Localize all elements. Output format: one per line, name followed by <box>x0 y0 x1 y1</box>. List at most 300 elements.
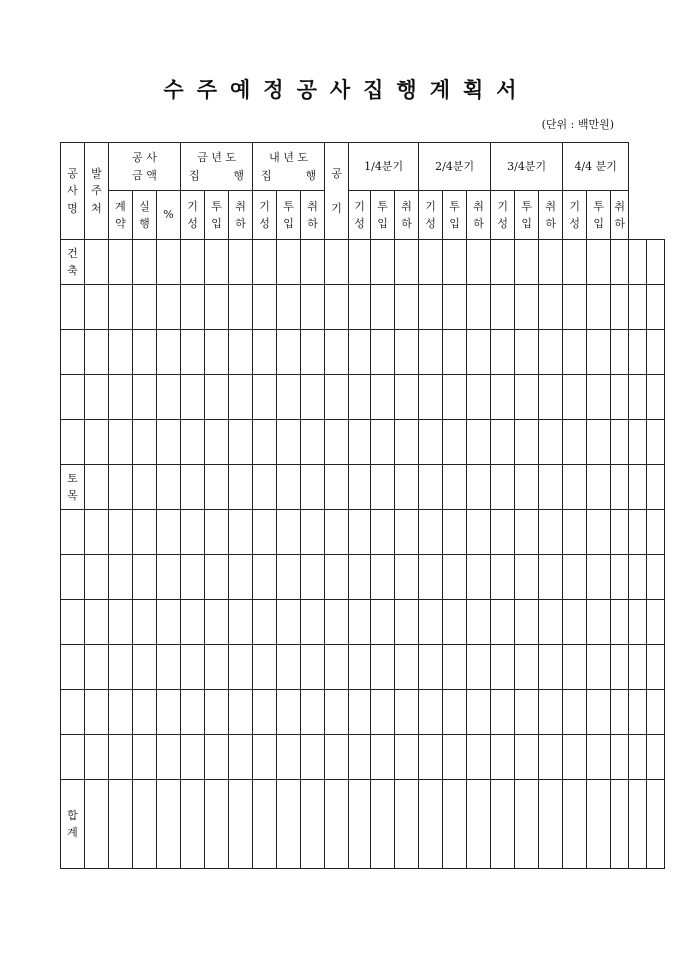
table-cell[interactable] <box>61 510 85 555</box>
table-cell[interactable] <box>371 780 395 869</box>
table-cell[interactable] <box>395 690 419 735</box>
table-cell[interactable] <box>157 240 181 285</box>
table-cell[interactable] <box>443 600 467 645</box>
table-cell[interactable] <box>229 330 253 375</box>
table-cell[interactable] <box>325 375 349 420</box>
table-cell[interactable] <box>539 375 563 420</box>
table-cell[interactable] <box>253 330 277 375</box>
table-cell[interactable] <box>181 690 205 735</box>
table-cell[interactable] <box>85 690 109 735</box>
table-cell[interactable] <box>629 285 647 330</box>
table-cell[interactable] <box>395 330 419 375</box>
table-cell[interactable] <box>611 555 629 600</box>
table-cell[interactable] <box>109 555 133 600</box>
table-cell[interactable] <box>395 735 419 780</box>
table-cell[interactable] <box>277 555 301 600</box>
table-cell[interactable] <box>587 600 611 645</box>
table-cell[interactable] <box>443 735 467 780</box>
table-cell[interactable] <box>491 780 515 869</box>
table-cell[interactable] <box>85 285 109 330</box>
table-cell[interactable] <box>229 780 253 869</box>
table-cell[interactable] <box>467 780 491 869</box>
table-cell[interactable] <box>133 690 157 735</box>
table-cell[interactable] <box>349 375 371 420</box>
table-cell[interactable] <box>349 510 371 555</box>
table-cell[interactable] <box>371 645 395 690</box>
table-cell[interactable] <box>563 510 587 555</box>
table-cell[interactable] <box>515 285 539 330</box>
table-cell[interactable] <box>61 330 85 375</box>
table-cell[interactable] <box>515 465 539 510</box>
table-cell[interactable] <box>647 690 665 735</box>
table-cell[interactable] <box>395 555 419 600</box>
table-cell[interactable] <box>647 780 665 869</box>
table-cell[interactable] <box>301 555 325 600</box>
table-cell[interactable] <box>133 600 157 645</box>
table-cell[interactable] <box>647 465 665 510</box>
table-cell[interactable] <box>563 375 587 420</box>
table-cell[interactable] <box>157 285 181 330</box>
table-cell[interactable] <box>61 645 85 690</box>
table-cell[interactable] <box>647 735 665 780</box>
table-cell[interactable] <box>277 690 301 735</box>
table-cell[interactable] <box>205 240 229 285</box>
table-cell[interactable] <box>419 375 443 420</box>
table-cell[interactable] <box>443 465 467 510</box>
table-cell[interactable] <box>515 330 539 375</box>
table-cell[interactable] <box>85 600 109 645</box>
table-cell[interactable] <box>563 285 587 330</box>
table-cell[interactable] <box>629 510 647 555</box>
table-cell[interactable] <box>205 645 229 690</box>
table-cell[interactable] <box>515 735 539 780</box>
table-cell[interactable] <box>539 735 563 780</box>
table-cell[interactable] <box>205 465 229 510</box>
table-cell[interactable] <box>325 555 349 600</box>
table-cell[interactable] <box>349 330 371 375</box>
table-cell[interactable] <box>349 420 371 465</box>
table-cell[interactable] <box>587 240 611 285</box>
table-cell[interactable] <box>467 735 491 780</box>
table-cell[interactable] <box>629 645 647 690</box>
table-cell[interactable] <box>587 735 611 780</box>
table-cell[interactable] <box>277 375 301 420</box>
table-cell[interactable] <box>61 690 85 735</box>
table-cell[interactable] <box>563 600 587 645</box>
table-cell[interactable] <box>563 645 587 690</box>
table-cell[interactable] <box>491 735 515 780</box>
table-cell[interactable] <box>395 285 419 330</box>
table-cell[interactable] <box>61 600 85 645</box>
table-cell[interactable] <box>133 555 157 600</box>
table-cell[interactable] <box>563 555 587 600</box>
table-cell[interactable] <box>419 555 443 600</box>
table-cell[interactable] <box>395 375 419 420</box>
table-cell[interactable] <box>325 420 349 465</box>
table-cell[interactable] <box>491 375 515 420</box>
table-cell[interactable] <box>467 465 491 510</box>
table-cell[interactable] <box>539 330 563 375</box>
table-cell[interactable] <box>109 420 133 465</box>
table-cell[interactable] <box>443 780 467 869</box>
table-cell[interactable] <box>61 285 85 330</box>
table-cell[interactable] <box>253 735 277 780</box>
table-cell[interactable] <box>253 600 277 645</box>
table-cell[interactable] <box>253 510 277 555</box>
table-cell[interactable] <box>157 330 181 375</box>
table-cell[interactable] <box>515 420 539 465</box>
table-cell[interactable] <box>629 555 647 600</box>
table-cell[interactable] <box>325 510 349 555</box>
table-cell[interactable] <box>229 600 253 645</box>
table-cell[interactable] <box>277 510 301 555</box>
table-cell[interactable] <box>629 735 647 780</box>
table-cell[interactable] <box>205 285 229 330</box>
table-cell[interactable] <box>109 285 133 330</box>
table-cell[interactable] <box>539 240 563 285</box>
table-cell[interactable] <box>539 780 563 869</box>
table-cell[interactable] <box>109 690 133 735</box>
table-cell[interactable] <box>539 555 563 600</box>
table-cell[interactable] <box>491 555 515 600</box>
table-cell[interactable] <box>611 285 629 330</box>
table-cell[interactable] <box>491 420 515 465</box>
table-cell[interactable] <box>611 240 629 285</box>
table-cell[interactable] <box>371 690 395 735</box>
table-cell[interactable] <box>647 240 665 285</box>
table-cell[interactable] <box>301 465 325 510</box>
table-cell[interactable] <box>301 645 325 690</box>
table-cell[interactable] <box>229 735 253 780</box>
table-cell[interactable] <box>515 555 539 600</box>
table-cell[interactable] <box>629 690 647 735</box>
table-cell[interactable] <box>181 465 205 510</box>
table-cell[interactable] <box>395 600 419 645</box>
table-cell[interactable] <box>109 330 133 375</box>
table-cell[interactable] <box>371 240 395 285</box>
table-cell[interactable] <box>419 600 443 645</box>
table-cell[interactable] <box>301 600 325 645</box>
table-cell[interactable] <box>395 465 419 510</box>
table-cell[interactable] <box>229 645 253 690</box>
table-cell[interactable] <box>419 465 443 510</box>
table-cell[interactable] <box>109 375 133 420</box>
table-cell[interactable] <box>491 330 515 375</box>
table-cell[interactable] <box>587 555 611 600</box>
table-cell[interactable] <box>157 645 181 690</box>
table-cell[interactable] <box>587 420 611 465</box>
table-cell[interactable] <box>253 690 277 735</box>
table-cell[interactable] <box>539 600 563 645</box>
table-cell[interactable] <box>277 285 301 330</box>
table-cell[interactable] <box>325 600 349 645</box>
table-cell[interactable] <box>325 330 349 375</box>
table-cell[interactable] <box>301 240 325 285</box>
table-cell[interactable] <box>629 600 647 645</box>
table-cell[interactable] <box>443 240 467 285</box>
table-cell[interactable] <box>157 780 181 869</box>
table-cell[interactable] <box>253 465 277 510</box>
table-cell[interactable] <box>181 285 205 330</box>
table-cell[interactable] <box>587 510 611 555</box>
table-cell[interactable] <box>443 510 467 555</box>
table-cell[interactable] <box>515 780 539 869</box>
table-cell[interactable] <box>133 510 157 555</box>
table-cell[interactable] <box>563 330 587 375</box>
table-cell[interactable] <box>443 555 467 600</box>
table-cell[interactable] <box>629 780 647 869</box>
table-cell[interactable] <box>587 285 611 330</box>
table-cell[interactable] <box>325 735 349 780</box>
table-cell[interactable] <box>467 690 491 735</box>
table-cell[interactable] <box>157 690 181 735</box>
table-cell[interactable] <box>371 330 395 375</box>
table-cell[interactable] <box>229 465 253 510</box>
table-cell[interactable] <box>563 780 587 869</box>
table-cell[interactable] <box>277 735 301 780</box>
table-cell[interactable] <box>587 645 611 690</box>
table-cell[interactable] <box>587 465 611 510</box>
table-cell[interactable] <box>157 465 181 510</box>
table-cell[interactable] <box>301 330 325 375</box>
table-cell[interactable] <box>371 735 395 780</box>
table-cell[interactable] <box>629 240 647 285</box>
table-cell[interactable] <box>647 375 665 420</box>
table-cell[interactable] <box>61 375 85 420</box>
table-cell[interactable] <box>301 780 325 869</box>
table-cell[interactable] <box>349 780 371 869</box>
table-cell[interactable] <box>629 465 647 510</box>
table-cell[interactable] <box>133 780 157 869</box>
table-cell[interactable] <box>515 690 539 735</box>
table-cell[interactable] <box>629 375 647 420</box>
table-cell[interactable] <box>395 510 419 555</box>
table-cell[interactable] <box>611 465 629 510</box>
table-cell[interactable] <box>647 420 665 465</box>
table-cell[interactable] <box>563 420 587 465</box>
table-cell[interactable] <box>491 285 515 330</box>
table-cell[interactable] <box>611 690 629 735</box>
table-cell[interactable] <box>325 240 349 285</box>
table-cell[interactable] <box>253 375 277 420</box>
table-cell[interactable] <box>109 645 133 690</box>
table-cell[interactable] <box>181 375 205 420</box>
table-cell[interactable] <box>539 645 563 690</box>
table-cell[interactable] <box>157 600 181 645</box>
table-cell[interactable] <box>133 285 157 330</box>
table-cell[interactable] <box>61 735 85 780</box>
table-cell[interactable] <box>587 375 611 420</box>
table-cell[interactable] <box>157 420 181 465</box>
table-cell[interactable] <box>371 510 395 555</box>
table-cell[interactable] <box>85 780 109 869</box>
table-cell[interactable] <box>85 240 109 285</box>
table-cell[interactable] <box>325 285 349 330</box>
table-cell[interactable] <box>371 465 395 510</box>
table-cell[interactable] <box>253 645 277 690</box>
table-cell[interactable] <box>491 690 515 735</box>
table-cell[interactable] <box>325 690 349 735</box>
table-cell[interactable] <box>85 330 109 375</box>
table-cell[interactable] <box>253 420 277 465</box>
table-cell[interactable] <box>253 555 277 600</box>
table-cell[interactable] <box>205 780 229 869</box>
table-cell[interactable] <box>349 240 371 285</box>
table-cell[interactable] <box>443 420 467 465</box>
table-cell[interactable] <box>467 420 491 465</box>
table-cell[interactable] <box>109 735 133 780</box>
table-cell[interactable] <box>611 510 629 555</box>
table-cell[interactable] <box>301 375 325 420</box>
table-cell[interactable] <box>371 375 395 420</box>
table-cell[interactable] <box>467 375 491 420</box>
table-cell[interactable] <box>229 420 253 465</box>
table-cell[interactable] <box>629 330 647 375</box>
table-cell[interactable] <box>395 240 419 285</box>
table-cell[interactable] <box>491 510 515 555</box>
table-cell[interactable] <box>539 465 563 510</box>
table-cell[interactable] <box>229 285 253 330</box>
table-cell[interactable] <box>491 465 515 510</box>
table-cell[interactable] <box>611 420 629 465</box>
table-cell[interactable] <box>419 645 443 690</box>
table-cell[interactable] <box>181 600 205 645</box>
table-cell[interactable] <box>325 465 349 510</box>
table-cell[interactable] <box>419 510 443 555</box>
table-cell[interactable] <box>205 375 229 420</box>
table-cell[interactable] <box>419 285 443 330</box>
table-cell[interactable] <box>371 555 395 600</box>
table-cell[interactable] <box>277 600 301 645</box>
table-cell[interactable] <box>205 555 229 600</box>
table-cell[interactable] <box>563 465 587 510</box>
table-cell[interactable] <box>467 600 491 645</box>
table-cell[interactable] <box>277 420 301 465</box>
table-cell[interactable] <box>181 645 205 690</box>
table-cell[interactable] <box>491 645 515 690</box>
table-cell[interactable] <box>205 510 229 555</box>
table-cell[interactable] <box>629 420 647 465</box>
table-cell[interactable] <box>539 510 563 555</box>
table-cell[interactable] <box>419 735 443 780</box>
table-cell[interactable] <box>467 510 491 555</box>
table-cell[interactable] <box>157 510 181 555</box>
table-cell[interactable] <box>419 330 443 375</box>
table-cell[interactable] <box>301 420 325 465</box>
table-cell[interactable] <box>301 735 325 780</box>
table-cell[interactable] <box>85 735 109 780</box>
table-cell[interactable] <box>371 285 395 330</box>
table-cell[interactable] <box>467 645 491 690</box>
table-cell[interactable] <box>419 690 443 735</box>
table-cell[interactable] <box>587 690 611 735</box>
table-cell[interactable] <box>181 330 205 375</box>
table-cell[interactable] <box>349 645 371 690</box>
table-cell[interactable] <box>301 285 325 330</box>
table-cell[interactable] <box>277 330 301 375</box>
table-cell[interactable] <box>85 375 109 420</box>
table-cell[interactable] <box>371 420 395 465</box>
table-cell[interactable] <box>611 600 629 645</box>
table-cell[interactable] <box>229 690 253 735</box>
table-cell[interactable] <box>253 285 277 330</box>
table-cell[interactable] <box>443 330 467 375</box>
table-cell[interactable] <box>647 555 665 600</box>
table-cell[interactable] <box>443 690 467 735</box>
table-cell[interactable] <box>611 645 629 690</box>
table-cell[interactable] <box>419 420 443 465</box>
table-cell[interactable] <box>647 330 665 375</box>
table-cell[interactable] <box>109 780 133 869</box>
table-cell[interactable] <box>515 645 539 690</box>
table-cell[interactable] <box>133 645 157 690</box>
table-cell[interactable] <box>611 780 629 869</box>
table-cell[interactable] <box>133 735 157 780</box>
table-cell[interactable] <box>419 240 443 285</box>
table-cell[interactable] <box>349 690 371 735</box>
table-cell[interactable] <box>157 735 181 780</box>
table-cell[interactable] <box>539 690 563 735</box>
table-cell[interactable] <box>349 600 371 645</box>
table-cell[interactable] <box>515 240 539 285</box>
table-cell[interactable] <box>229 555 253 600</box>
table-cell[interactable] <box>229 375 253 420</box>
table-cell[interactable] <box>157 375 181 420</box>
table-cell[interactable] <box>325 780 349 869</box>
table-cell[interactable] <box>85 645 109 690</box>
table-cell[interactable] <box>349 555 371 600</box>
table-cell[interactable] <box>229 240 253 285</box>
table-cell[interactable] <box>611 375 629 420</box>
table-cell[interactable] <box>277 780 301 869</box>
table-cell[interactable] <box>253 780 277 869</box>
table-cell[interactable] <box>587 780 611 869</box>
table-cell[interactable] <box>133 375 157 420</box>
table-cell[interactable] <box>647 645 665 690</box>
table-cell[interactable] <box>611 735 629 780</box>
table-cell[interactable] <box>85 465 109 510</box>
table-cell[interactable] <box>133 420 157 465</box>
table-cell[interactable] <box>563 240 587 285</box>
table-cell[interactable] <box>85 555 109 600</box>
table-cell[interactable] <box>349 465 371 510</box>
table-cell[interactable] <box>443 645 467 690</box>
table-cell[interactable] <box>395 420 419 465</box>
table-cell[interactable] <box>181 240 205 285</box>
table-cell[interactable] <box>395 645 419 690</box>
table-cell[interactable] <box>181 420 205 465</box>
table-cell[interactable] <box>443 375 467 420</box>
table-cell[interactable] <box>371 600 395 645</box>
table-cell[interactable] <box>109 240 133 285</box>
table-cell[interactable] <box>539 285 563 330</box>
table-cell[interactable] <box>229 510 253 555</box>
table-cell[interactable] <box>85 510 109 555</box>
table-cell[interactable] <box>181 735 205 780</box>
table-cell[interactable] <box>467 285 491 330</box>
table-cell[interactable] <box>253 240 277 285</box>
table-cell[interactable] <box>647 600 665 645</box>
table-cell[interactable] <box>181 510 205 555</box>
table-cell[interactable] <box>467 240 491 285</box>
table-cell[interactable] <box>647 510 665 555</box>
table-cell[interactable] <box>467 555 491 600</box>
table-cell[interactable] <box>443 285 467 330</box>
table-cell[interactable] <box>539 420 563 465</box>
table-cell[interactable] <box>419 780 443 869</box>
table-cell[interactable] <box>491 240 515 285</box>
table-cell[interactable] <box>647 285 665 330</box>
